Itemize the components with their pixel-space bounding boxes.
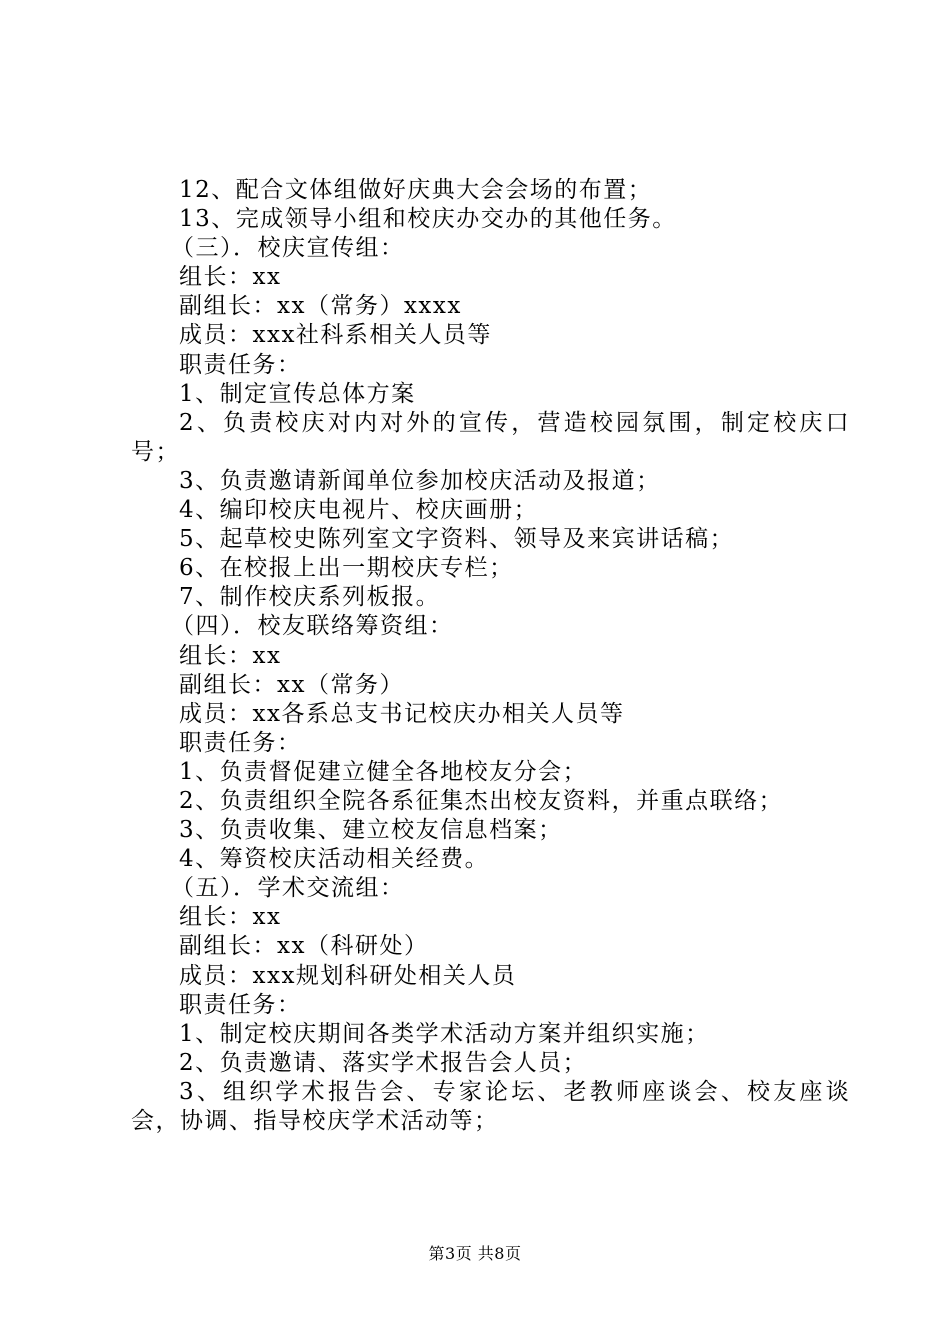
- text-line: 组长：xx: [179, 904, 282, 931]
- page-number-footer: 第3页 共8页: [428, 1244, 522, 1263]
- text-line: 12、配合文体组做好庆典大会会场的布置；: [179, 177, 653, 203]
- text-line: 2、负责邀请、落实学术报告会人员；: [179, 1049, 588, 1076]
- text-line: 1、负责督促建立健全各地校友分会；: [179, 758, 588, 785]
- text-line: 副组长：xx（常务）xxxx: [179, 293, 462, 320]
- text-line: 成员：xx各系总支书记校庆办相关人员等: [179, 700, 625, 727]
- text-line: 4、筹资校庆活动相关经费。: [179, 846, 490, 873]
- text-line: 号；: [131, 438, 180, 465]
- text-line: 13、完成领导小组和校庆办交办的其他任务。: [179, 206, 677, 233]
- section-heading: （四）．校友联络筹资组：: [171, 613, 454, 640]
- text-line: 副组长：xx（科研处）: [179, 933, 429, 960]
- text-line: 2、负责校庆对内对外的宣传，营造校园氛围，制定校庆口: [179, 409, 852, 436]
- text-line: 成员：xxx社科系相关人员等: [179, 322, 492, 349]
- text-line: 职责任务：: [179, 991, 302, 1018]
- text-line: 2、负责组织全院各系征集杰出校友资料，并重点联络；: [179, 787, 784, 814]
- text-line: 4、编印校庆电视片、校庆画册；: [179, 497, 539, 524]
- section-heading: （三）．校庆宣传组：: [171, 235, 405, 262]
- text-line: 组长：xx: [179, 642, 282, 669]
- text-line: 3、组织学术报告会、专家论坛、老教师座谈会、校友座谈: [179, 1078, 852, 1105]
- text-line: 1、制定校庆期间各类学术活动方案并组织实施；: [179, 1020, 710, 1047]
- text-line: 副组长：xx（常务）: [179, 671, 404, 698]
- section-heading: （五）．学术交流组：: [171, 875, 405, 902]
- document-body: [131, 176, 852, 1136]
- text-line: 成员：xxx规划科研处相关人员: [179, 962, 517, 989]
- text-line: 会，协调、指导校庆学术活动等；: [131, 1108, 499, 1134]
- text-line: 组长：xx: [179, 264, 282, 291]
- text-line: 1、制定宣传总体方案: [179, 380, 416, 407]
- text-line: 职责任务：: [179, 351, 302, 378]
- text-line: 5、起草校史陈列室文字资料、领导及来宾讲话稿；: [179, 526, 735, 553]
- text-line: 3、负责收集、建立校友信息档案；: [179, 817, 563, 844]
- text-line: 3、负责邀请新闻单位参加校庆活动及报道；: [179, 467, 661, 494]
- text-line: 职责任务：: [179, 729, 302, 756]
- text-line: 7、制作校庆系列板报。: [179, 584, 441, 611]
- text-line: 6、在校报上出一期校庆专栏；: [179, 555, 514, 582]
